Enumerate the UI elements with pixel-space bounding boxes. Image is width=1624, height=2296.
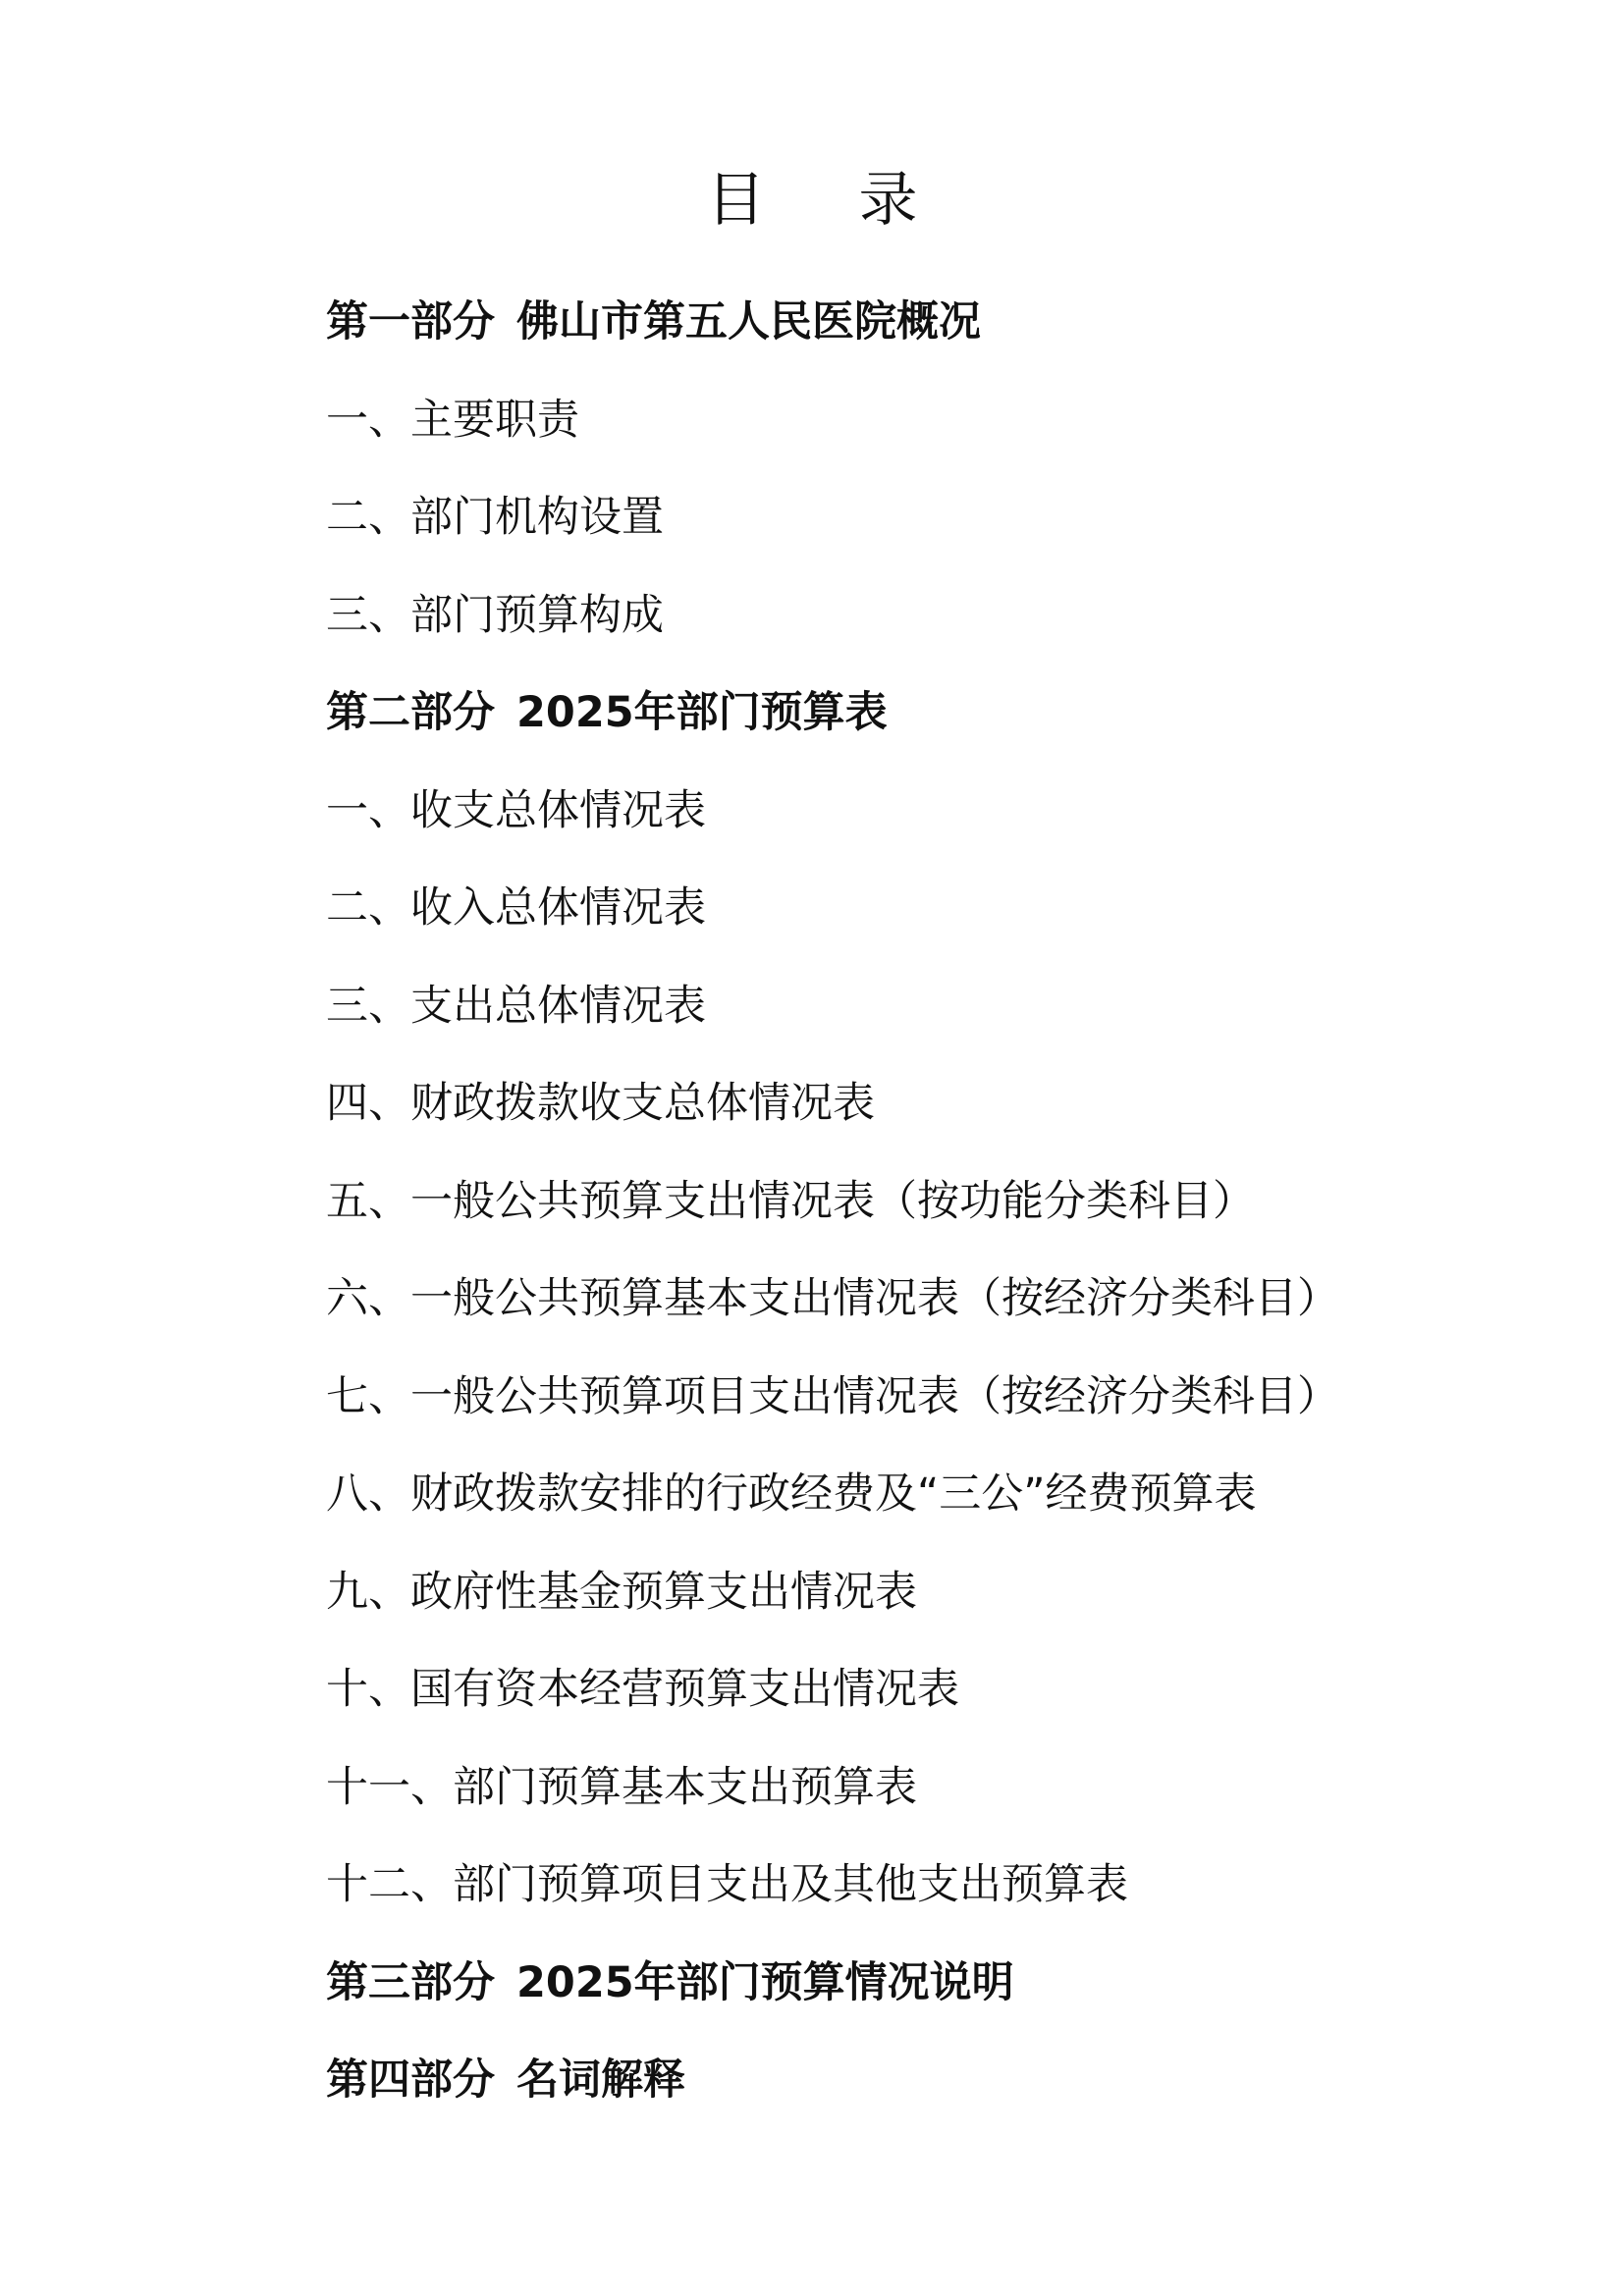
- part-label: 第一部分: [326, 297, 495, 347]
- toc-part-4[interactable]: [326, 2051, 1504, 2149]
- part-label: 第三部分: [326, 1957, 495, 2007]
- toc-item[interactable]: 四、财政拨款收支总体情况表: [326, 1079, 875, 1128]
- part-title: 佛山市第五人民医院概况: [516, 297, 981, 347]
- toc-item[interactable]: 八、财政拨款安排的行政经费及“三公”经费预算表: [326, 1469, 1257, 1519]
- page-title: 目 录: [706, 166, 955, 235]
- toc-item[interactable]: 六、一般公共预算基本支出情况表（按经济分类科目）: [326, 1274, 1339, 1323]
- part-title: 2025年部门预算表: [516, 688, 888, 737]
- toc-item[interactable]: 十二、部门预算项目支出及其他支出预算表: [326, 1860, 1128, 1909]
- toc-item[interactable]: 七、一般公共预算项目支出情况表（按经济分类科目）: [326, 1371, 1339, 1421]
- table-of-contents: [326, 293, 1504, 2149]
- part-label: 第二部分: [326, 688, 495, 737]
- toc-item[interactable]: 一、主要职责: [326, 395, 579, 445]
- toc-item[interactable]: 一、收支总体情况表: [326, 785, 706, 835]
- toc-part-2[interactable]: [326, 683, 1504, 781]
- toc-part-3[interactable]: [326, 1953, 1504, 2052]
- toc-item[interactable]: 九、政府性基金预算支出情况表: [326, 1567, 917, 1617]
- toc-item[interactable]: 二、收入总体情况表: [326, 883, 706, 933]
- toc-item[interactable]: 三、部门预算构成: [326, 590, 664, 640]
- toc-item[interactable]: 三、支出总体情况表: [326, 981, 706, 1031]
- part-title: 2025年部门预算情况说明: [516, 1957, 1014, 2007]
- toc-item[interactable]: 二、部门机构设置: [326, 493, 664, 542]
- toc-item[interactable]: 十、国有资本经营预算支出情况表: [326, 1665, 959, 1714]
- part-title: 名词解释: [516, 2056, 685, 2105]
- toc-part-1[interactable]: [326, 293, 1504, 391]
- part-label: 第四部分: [326, 2056, 495, 2105]
- toc-item[interactable]: 五、一般公共预算支出情况表（按功能分类科目）: [326, 1176, 1255, 1226]
- toc-item[interactable]: 十一、部门预算基本支出预算表: [326, 1762, 917, 1812]
